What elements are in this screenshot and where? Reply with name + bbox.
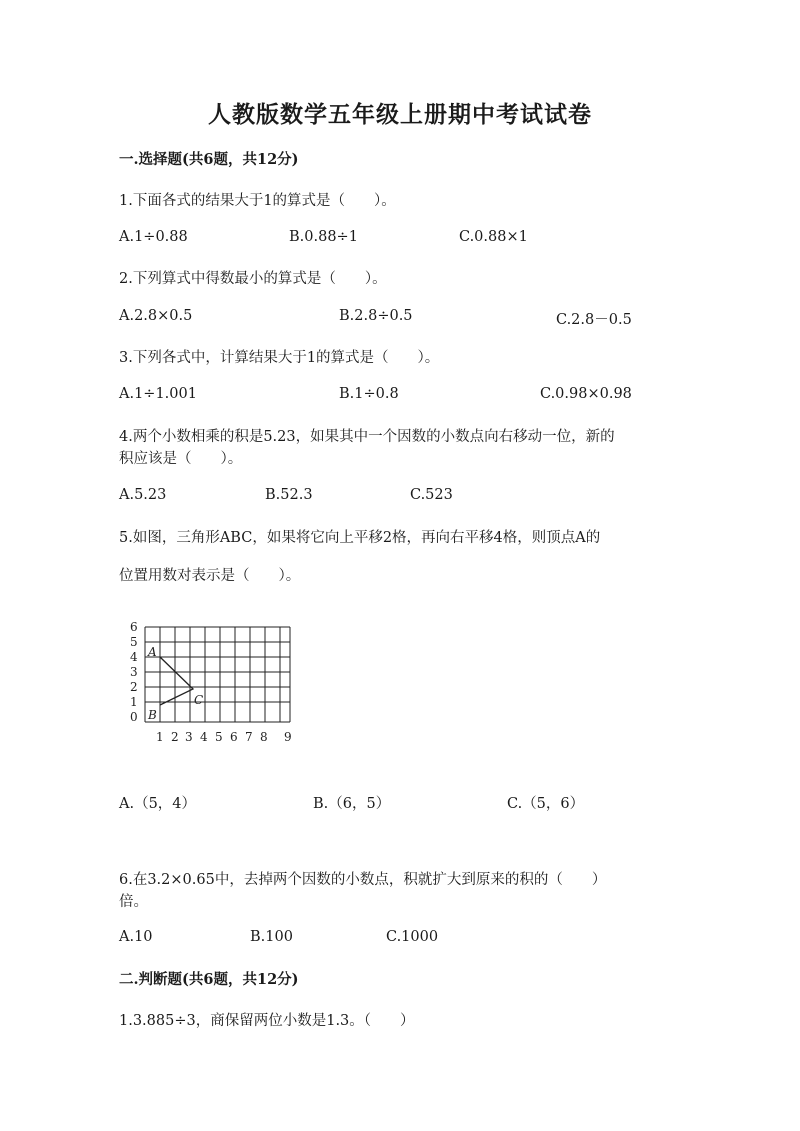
q1-option-b: B.0.88÷1	[289, 229, 358, 245]
x-label-9: 9	[284, 730, 292, 744]
q2-option-b: B.2.8÷0.5	[339, 308, 413, 324]
q1-option-a: A.1÷0.88	[119, 229, 188, 245]
x-label-6: 6	[230, 730, 238, 744]
y-label-6: 6	[130, 620, 138, 634]
q3-option-b: B.1÷0.8	[339, 386, 399, 402]
q2-option-a: A.2.8×0.5	[119, 308, 193, 324]
y-label-4: 4	[130, 650, 138, 664]
question-6-line1: 6.在3.2×0.65中，去掉两个因数的小数点，积就扩大到原来的积的（ ）	[119, 872, 607, 888]
question-4-line1: 4.两个小数相乘的积是5.23，如果其中一个因数的小数点向右移动一位，新的	[119, 429, 615, 445]
judgment-question-1: 1.3.885÷3，商保留两位小数是1.3。（ ）	[119, 1013, 415, 1029]
section-heading-judgment: 二.判断题(共6题，共12分)	[119, 971, 299, 988]
q6-option-a: A.10	[119, 929, 153, 945]
y-label-2: 2	[130, 680, 138, 694]
x-label-3: 3	[185, 730, 193, 744]
question-3: 3.下列各式中，计算结果大于1的算式是（ ）。	[119, 350, 440, 366]
q1-option-c: C.0.88×1	[459, 229, 528, 245]
x-label-5: 5	[215, 730, 223, 744]
point-label-c: C	[194, 693, 204, 707]
q5-option-b: B.（6，5）	[313, 796, 391, 812]
q5-option-c: C.（5，6）	[507, 796, 585, 812]
x-label-7: 7	[245, 730, 253, 744]
grid	[145, 627, 290, 722]
q4-option-c: C.523	[410, 487, 453, 503]
q4-option-a: A.5.23	[119, 487, 167, 503]
coordinate-grid-figure	[126, 615, 306, 750]
q2-option-c: C.2.8－0.5	[556, 312, 632, 328]
question-1: 1.下面各式的结果大于1的算式是（ ）。	[119, 193, 396, 209]
question-5-line2: 位置用数对表示是（ ）。	[119, 568, 301, 584]
triangle-abc	[160, 657, 193, 705]
point-label-b: B	[148, 708, 157, 722]
question-2: 2.下列算式中得数最小的算式是（ ）。	[119, 271, 387, 287]
q6-option-c: C.1000	[386, 929, 439, 945]
page-title: 人教版数学五年级上册期中考试试卷	[208, 101, 592, 128]
y-label-1: 1	[130, 695, 138, 709]
point-label-a: A	[148, 645, 157, 659]
x-label-4: 4	[200, 730, 208, 744]
x-label-1: 1	[156, 730, 164, 744]
q3-option-a: A.1÷1.001	[119, 386, 197, 402]
question-6-line2: 倍。	[119, 894, 148, 910]
section-heading-choice: 一.选择题(共6题，共12分)	[119, 151, 299, 168]
q4-option-b: B.52.3	[265, 487, 313, 503]
y-label-5: 5	[130, 635, 138, 649]
y-label-3: 3	[130, 665, 138, 679]
x-label-8: 8	[260, 730, 268, 744]
q6-option-b: B.100	[250, 929, 293, 945]
x-label-2: 2	[171, 730, 179, 744]
question-5-line1: 5.如图，三角形ABC，如果将它向上平移2格，再向右平移4格，则顶点A的	[119, 530, 601, 546]
y-label-0: 0	[130, 710, 138, 724]
q5-option-a: A.（5，4）	[119, 796, 197, 812]
q3-option-c: C.0.98×0.98	[540, 386, 632, 402]
question-4-line2: 积应该是（ ）。	[119, 451, 243, 467]
